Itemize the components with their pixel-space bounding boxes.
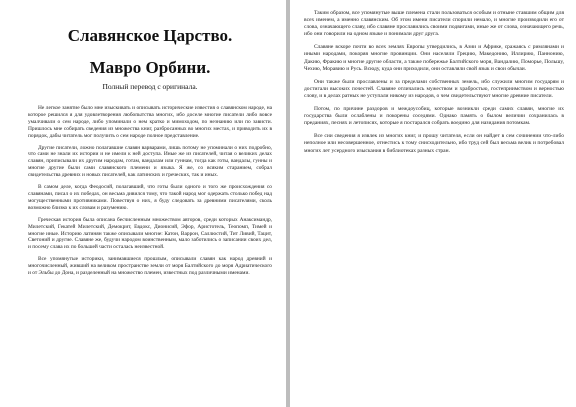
left-paragraph-3: В самом деле, когда Феодосий, полагавший, что готы были одного и того же происхождения со славянами, писал о их победах, он весьма дивился тому, что такой народ мог одержать столько побед над могущественными противниками. Повествуя о них, я буду следовать за древними писателями, сколь возможно близко к их словам и разумению. xyxy=(28,184,272,211)
book-title: Славянское Царство. xyxy=(67,26,233,45)
book-subtitle: Полный перевод с оригинала. xyxy=(102,82,198,91)
left-page xyxy=(0,0,286,407)
left-paragraph-2: Другие писатели, ложно полагавшие славян варварами, лишь потому не упоминали о них подробно, что сами не знали их истории и не имели к ней доступа. Иные же из писателей, читая о великих делах славян, приписывали их другим народам, готам, вандалам или гуннам, тогда как готы, вандалы, гунны и многие другие были сами славянского племени и языка. Я же, со всяким старанием, собрал свидетельства древних и новых писателей, как латинских и греческих, так и иных. xyxy=(28,144,272,179)
right-paragraph-3: Они также были прославлены и за пределами собственных земель, ибо служили многим государям и достигали высоких почестей. Славяне отличались мужеством и храбростью, гостеприимством и верностью слову, и в делах ратных не уступали никому из народов, о чем свидетельствуют многие древние писатели. xyxy=(304,78,564,99)
left-paragraph-5: Все упомянутые историки, занимавшиеся прошлым, описывали славян как народ древний и многочисленный, живший на великом пространстве земли от моря Балтийского до моря Адриатического и от Эльбы до Дона, и разделенный на множество племен, известных под различными именами. xyxy=(28,256,272,277)
right-paragraph-1: Таким образом, все упомянутые выше племена стали пользоваться особым и отныне ставшим общим для всех именем, а именно славянским. Об этом имени писатели спорили немало, и многие производили его от слова, означающего славу, ибо славяне прославились своими подвигами, иные же от слова, означающего речь, ибо они говорили на одном языке и понимали друг друга. xyxy=(304,10,564,38)
right-paragraph-2: Славяне вскоре почти во всех землях Европы утвердились, в Азии и Африке, сражаясь с римлянами и иными народами, покоряя многие провинции. Они населяли Грецию, Македонию, Иллирию, Паннонию, Дакию, Фракию и многие другие области, а также побережье Балтийского моря, Вандалию, Поморье, Польшу, Чехию, Моравию и Русь. Всюду, куда они приходили, они оставляли свой язык и свои обычаи. xyxy=(304,44,564,72)
right-paragraph-5: Все сии сведения я извлек из многих книг, и прошу читателя, если он найдет в сем сочинении что-либо неполное или несовершенное, отнестись к тому снисходительно, ибо труд сей был весьма велик и потребовал многих лет усердного изыскания в библиотеках разных стран. xyxy=(304,133,564,154)
right-page xyxy=(290,0,576,407)
author-name: Мавро Орбини. xyxy=(89,58,211,77)
right-paragraph-4: Потом, по причине раздоров и междоусобиц, которые возникли среди самих славян, многие их государства были ослаблены и покорены соседями. Однако память о былом величии сохранилась в преданиях, песнях и летописях, которые я постарался собрать воедино для назидания потомкам. xyxy=(304,106,564,127)
left-paragraph-4: Греческая история была описана бесчисленным множеством авторов, среди которых Анаксимандр, Милетский, Гекатей Милетский, Демокрит, Евдокс, Дионисий, Эфор, Аристотель, Теопомп, Тимей и многие иные. Историю латинян также описывали многие: Катон, Варрон, Саллюстий, Тит Ливий, Тацит, Светоний и другие. Славяне же, будучи народом воинственным, мало заботились о записании своих дел, и посему слава их по большей части осталась неизвестной. xyxy=(28,216,272,251)
left-paragraph-1: Не легкое занятие было мне изыскивать и описывать исторические известия о славянском народе, на которое решился я для удовлетворения любопытства многих, ибо доселе многие писатели либо вовсе умалчивали о сем народе, либо упоминали о нем кратко и мимоходом, по незнанию или по зависти. Пришлось мне собирать сведения из множества книг, разбросанных во многих местах, и приводить их в порядок, дабы читатель мог получить о сем народе полное представление. xyxy=(28,105,272,139)
